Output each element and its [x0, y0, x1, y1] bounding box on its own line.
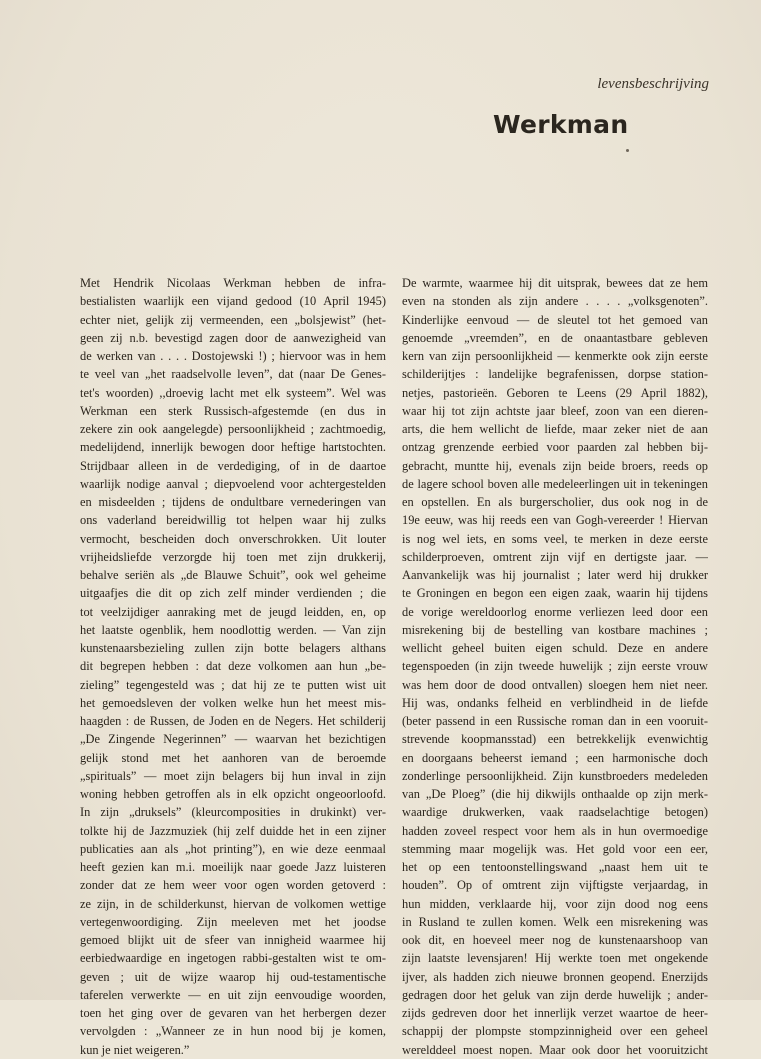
text-line: vermocht, bescheiden doch onverschrokken. Uit louter [80, 531, 386, 546]
text-line: genoemde „vreemden”, en de onaantastbare gebleven [402, 330, 708, 345]
text-line: in Rusland te zullen komen. Welk een misrekening was [402, 914, 708, 929]
text-line: De warmte, waarmee hij dit uitsprak, bewees dat ze hem [402, 276, 708, 290]
text-line: echter niet, gelijk zij vermeenden, een „bolsjewist” (het- [80, 312, 386, 327]
text-line: tet's woorden) ,,droevig lacht met elk systeem”. Wel was [80, 385, 386, 400]
text-line: houden”. Op of omtrent zijn vijftigste verjaardag, in [402, 878, 708, 893]
text-line: vervolgden : „Wanneer ze in hun nood bij je komen, [80, 1024, 386, 1039]
text-line: gebracht, muntte hij, evenals zijn beide broers, reeds op [402, 458, 708, 473]
text-line: 19e eeuw, was hij reeds een van Gogh-vereerder ! Hiervan [402, 513, 708, 528]
text-line: de werken van . . . . Dostojewski !) ; hiervoor was in hem [80, 349, 386, 363]
text-line: stemming maar mogelijk was. Het gold voor een eer, [402, 841, 708, 856]
text-line: Werkman een sterk Russisch-afgestemde (en dus in [80, 403, 386, 418]
text-line: zijds gedreven door het innerlijk verzet waartoe de heer- [402, 1006, 708, 1020]
text-line: ijver, als hadden zich nieuwe bronnen geopend. Enerzijds [402, 969, 708, 984]
text-line: en doorgaans beheerst iemand ; een harmonische doch [402, 750, 708, 765]
text-line: ontzag grenzende eerbied voor paarden zal hebben bij- [402, 440, 708, 455]
text-line: tot veelzijdiger aanraking met de jeugd leidden, en, op [80, 604, 386, 619]
text-line: bestialisten waarlijk een vijand gedood (10 April 1945) [80, 294, 386, 309]
text-line: haagden : de Russen, de Joden en de Negers. Het schilderij [80, 714, 386, 728]
print-speck [626, 149, 629, 152]
text-line: netjes, pastorieën. Geboren te Leens (29 April 1882), [402, 385, 708, 400]
text-line: kunstenaarsbezieling zullen zijn botte belagers althans [80, 641, 386, 655]
text-line: was hem door de dood ontvallen) sloegen hem niet neer. [402, 677, 708, 692]
text-line: het laatste ogenblik, hem noodlottig werden. — Van zijn [80, 622, 386, 637]
text-line: publicaties aan als „hot printing”), en wie deze eenmaal [80, 841, 386, 856]
text-line: zijn laatste levensjaren! Hij werkte toen met ongekende [402, 951, 708, 966]
text-line: ook dit, en hoeveel meer nog de kunstenaarshoop van [402, 933, 708, 947]
text-line: toen het ging over de gevaren van het herbergen dezer [80, 1006, 386, 1020]
text-line: van „De Ploeg” (die hij dikwijls onthaalde op zijn merk- [402, 787, 708, 801]
article-title: Werkman [493, 110, 629, 139]
text-line: In zijn „druksels” (kleurcomposities in drukinkt) ver- [80, 805, 386, 820]
text-line: waar hij tot zijn achtste jaar bleef, zoon van een dieren- [402, 403, 708, 418]
text-line: zieling” tegengesteld was ; dat hij ze te putten wist uit [80, 677, 386, 692]
text-line: gedragen door het geluk van zijn derde huwelijk ; ander- [402, 987, 708, 1002]
text-line: Kinderlijke eenvoud — de sleutel tot het gemoed van [402, 312, 708, 327]
text-line: het op een tentoonstellingswand „naast hem uit te [402, 860, 708, 874]
text-line: en opstellen. En als burgerscholier, dus ook nog in de [402, 495, 708, 509]
text-line: zonder dat ze hem weer voor ogen worden getoverd : [80, 878, 386, 893]
text-line: schilderijtjes : landelijke begrafenissen, dorpse station- [402, 367, 708, 382]
text-line: Aanvankelijk was hij journalist ; later werd hij drukker [402, 568, 708, 582]
section-label: levensbeschrijving [597, 76, 709, 92]
text-line: woning hebben getroffen als in elk opzicht ongeoorloofd. [80, 787, 386, 801]
text-line: even na stonden als zijn andere . . . . „volksgenoten”. [402, 294, 708, 309]
text-line: dit begrepen hebben : dat deze volkomen aan hun „be- [80, 659, 386, 674]
text-line: is nog wel iets, en soms veel, te merken in deze eerste [402, 531, 708, 546]
text-line: heeft gezien kan m.i. moeilijk naar goede Jazz luisteren [80, 860, 386, 874]
text-line: „spirituals” — moet zijn belagers bij hun inval in zijn [80, 768, 386, 783]
text-line: waarlijk nodige aanval ; diepvoelend voor achtergestelden [80, 476, 386, 491]
text-line: arts, die hem wellicht de liefde, maar zeker niet de aan [402, 422, 708, 436]
text-line: Hij was, ondanks felheid en verblindheid in de liefde [402, 695, 708, 710]
text-line: ze zijn, in de schilderkunst, hiervan de volkomen wettige [80, 896, 386, 911]
text-line: ons vaderland bereidwillig tot helpen waar hij zulks [80, 513, 386, 528]
text-line: schappij der plompste stompzinnigheid over een geheel [402, 1024, 708, 1039]
text-line: waardige drukwerken, vaak raadselachtige betogen) [402, 805, 708, 820]
text-line: strevende koopmansstad) een betrekkelijk evenwichtig [402, 732, 708, 747]
text-line: gemoed blijkt uit de sfeer van innigheid waarmee hij [80, 933, 386, 947]
text-line: medelijdend, innerlijk bewogen door heftige hartstochten. [80, 440, 386, 455]
text-line: tegenspoeden (in zijn tweede huwelijk ; zijn eerste vrouw [402, 659, 708, 674]
text-line: Met Hendrik Nicolaas Werkman hebben de infra- [80, 276, 386, 290]
left-text-column [80, 274, 386, 1059]
text-line: (beter passend in een Russische roman dan in een vooruit- [402, 714, 708, 728]
text-line: gelijk stond met het aanhoren van de beroemde [80, 750, 386, 765]
text-line: taferelen verwerkte — en uit zijn eenvoudige woorden, [80, 987, 386, 1002]
text-line: geen zij n.b. bevestigd zagen door de aanwezigheid van [80, 330, 386, 345]
text-line: het gemoedsleven der volken welke hun het meest mis- [80, 695, 386, 710]
text-line: tolkte hij de Jazzmuziek (hij zelf duidde het in een zijner [80, 823, 386, 838]
text-line: en misdeelden ; tijdens de ondultbare vernederingen van [80, 495, 386, 509]
text-line: werelddeel moest nopen. Maar ook door het vooruitzicht [402, 1042, 708, 1057]
right-text-column [402, 274, 708, 1059]
text-line: vrijheidsliefde verzorgde hij toen met zijn drukkerij, [80, 549, 386, 564]
text-line: eerbiedwaardige en ingetogen rabbi-gestalten wist te om- [80, 951, 386, 966]
text-line: te Groningen en begon een eigen zaak, waarin hij tijdens [402, 586, 708, 601]
text-line: kun je niet weigeren.” [80, 1042, 190, 1057]
text-line: „De Zingende Negerinnen” — waarvan het bezichtigen [80, 732, 386, 747]
text-line: misrekening bij de bestelling van kostbare machines ; [402, 622, 708, 637]
text-line: de lagere school boven alle medeleerlingen uit in tekeningen [402, 476, 708, 491]
text-line: geven ; uit de wijze waarop hij oud-testamentische [80, 969, 386, 984]
text-line: kern van zijn persoonlijkheid — kenmerkte ook zijn eerste [402, 349, 708, 363]
text-line: behalve seriën als „de Blauwe Schuit”, ook wel geheime [80, 568, 386, 582]
text-line: vertegenwoordiging. Zijn meeleven met het joodse [80, 914, 386, 929]
text-line: uitgaafjes die dit op zich zelf minder verdienden ; die [80, 586, 386, 601]
text-line: hun midden, verklaarde hij, voor zijn dood nog eens [402, 896, 708, 911]
text-line: schilderproeven, omtrent zijn vijf en dertigste jaar. — [402, 549, 708, 564]
text-line: zekere zin ook aangelegde) persoonlijkheid ; zachtmoedig, [80, 422, 386, 436]
text-line: zonderlinge persoonlijkheid. Zijn kunstbroeders medeleden [402, 768, 708, 783]
text-line: wellicht geheel buiten eigen schuld. Deze en andere [402, 641, 708, 655]
text-line: Strijdbaar alleen in de verdediging, of in de daartoe [80, 458, 386, 473]
text-line: te veel van „het raadselvolle leven”, dat (naar De Genes- [80, 367, 386, 382]
text-line: hadden zoveel respect voor hem als in hun overmoedige [402, 823, 708, 838]
text-line: de vorige wereldoorlog enorme verliezen leed door een [402, 604, 708, 619]
